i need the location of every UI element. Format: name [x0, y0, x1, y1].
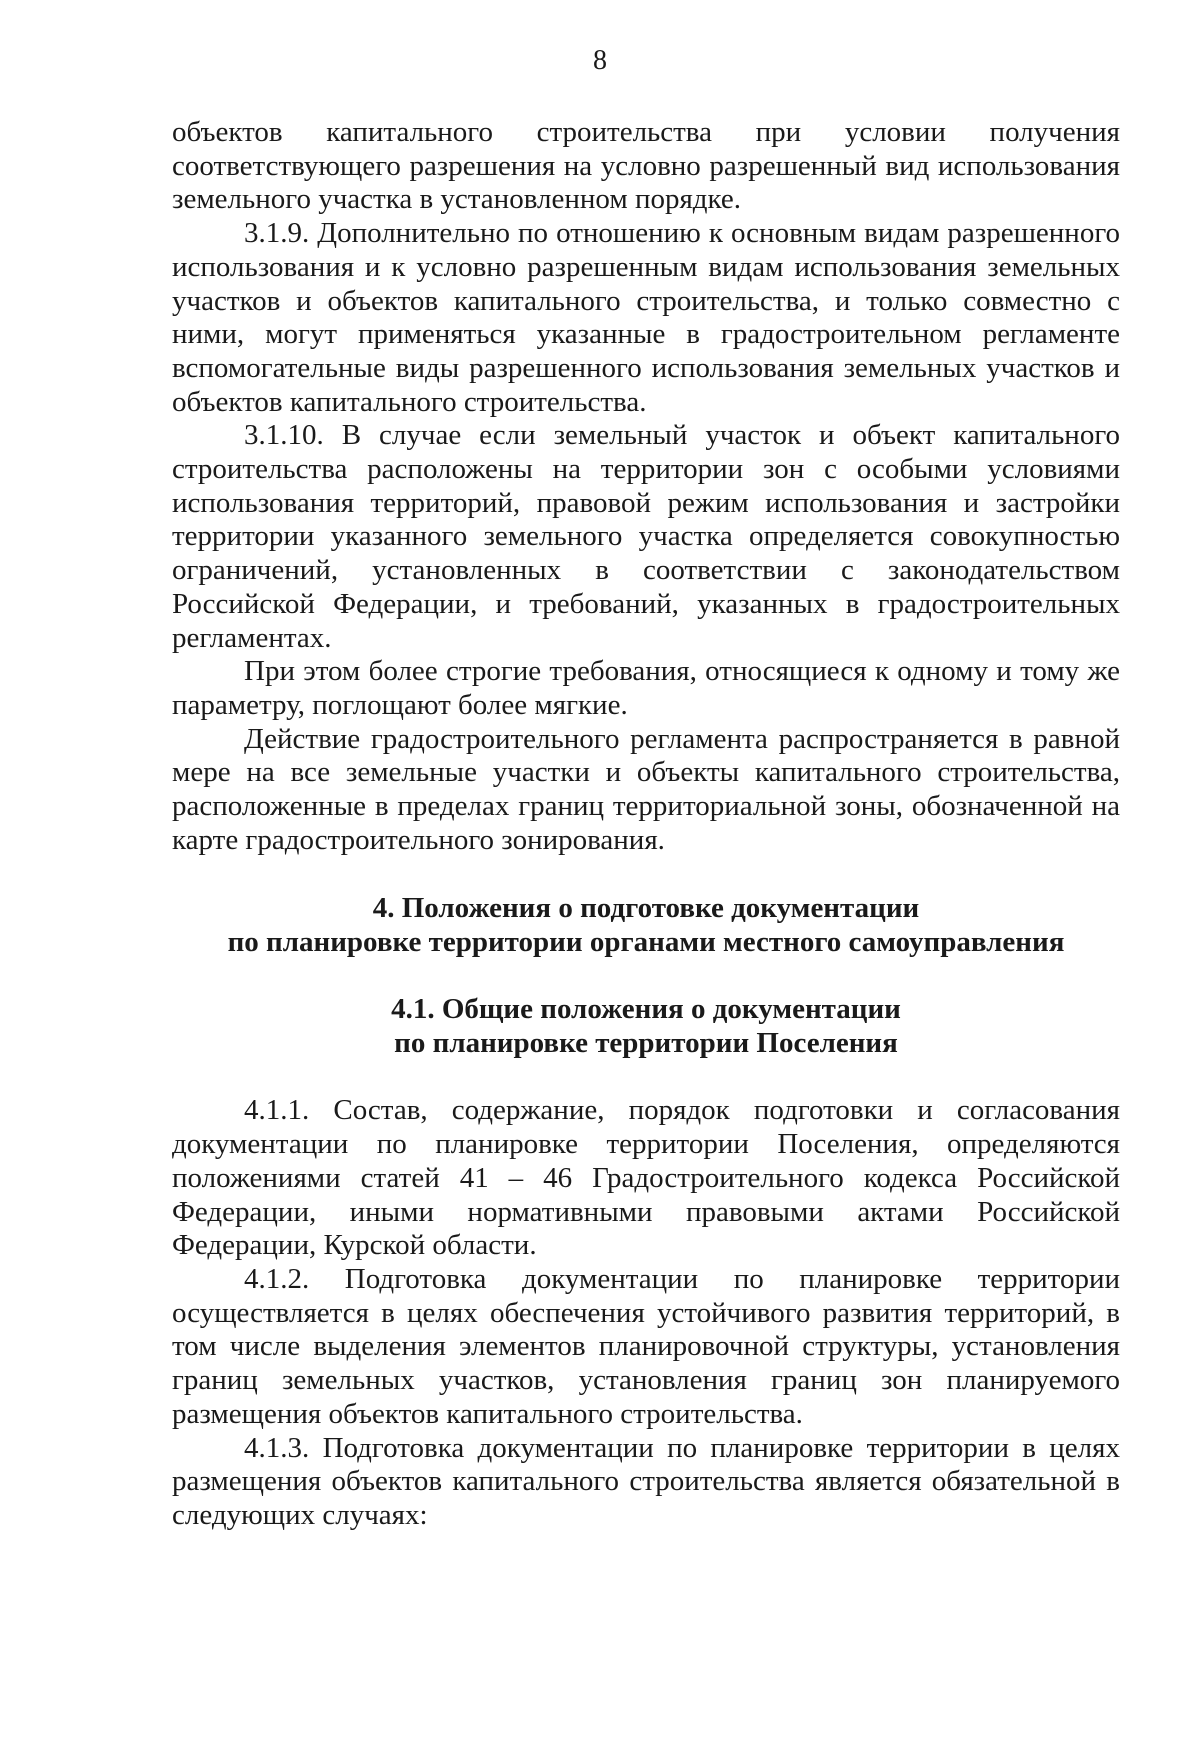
paragraph-4-1-3: 4.1.3. Подготовка документации по планировке территории в целях размещения объектов капитального строительства является обязательной в следующих случаях: [172, 1431, 1120, 1531]
paragraph-regulation-scope: Действие градостроительного регламента распространяется в равной мере на все земельные участки и объекты капитального строительства, расположенные в пределах границ территориальной зоны, обозначенной на карте градостроительного зонирования. [172, 722, 1120, 856]
paragraph-continuation: объектов капитального строительства при условии получения соответствующего разрешения на условно разрешенный вид использования земельного участка в установленном порядке. [172, 116, 1120, 216]
section-heading-line-2: по планировке территории органами местного самоуправления [227, 926, 1065, 959]
paragraph-3-1-9: 3.1.9. Дополнительно по отношению к основным видам разрешенного использования и к условно разрешенным видам использования земельных участков и объектов капитального строительства, и только совместно с ними, могут применяться указанные в градостроительном регламенте вспомогательные виды разрешенного использования земельных участков и объектов капитального строительства. [172, 217, 1120, 418]
paragraph-4-1-1: 4.1.1. Состав, содержание, порядок подготовки и согласования документации по планировке территории Поселения, определяются положениями статей 41 – 46 Градостроительного кодекса Российской Федерации, иными нормативными правовыми актами Российской Федерации, Курской области. [172, 1094, 1120, 1262]
subsection-heading-line-2: по планировке территории Поселения [394, 1027, 898, 1060]
subsection-heading [172, 992, 1120, 1060]
paragraph-strict-requirements: При этом более строгие требования, относящиеся к одному и тому же параметру, поглощают более мягкие. [172, 655, 1120, 721]
document-body [172, 116, 1120, 1533]
subsection-heading-line-1: 4.1. Общие положения о документации [391, 993, 901, 1026]
section-heading-line-1: 4. Положения о подготовке документации [372, 892, 920, 925]
paragraph-4-1-2: 4.1.2. Подготовка документации по планировке территории осуществляется в целях обеспечения устойчивого развития территорий, в том числе выделения элементов планировочной структуры, установления границ земельных участков, установления границ зон планируемого размещения объектов капитального строительства. [172, 1262, 1120, 1430]
section-heading [172, 891, 1120, 959]
page-number: 8 [593, 45, 607, 76]
paragraph-3-1-10: 3.1.10. В случае если земельный участок и объект капитального строительства расположены на территории зон с особыми условиями использования территорий, правовой режим использования и застройки территории указанного земельного участка определяется совокупностью ограничений, установленных в соответствии с законодательством Российской Федерации, и требований, указанных в градостроительных регламентах. [172, 419, 1120, 654]
